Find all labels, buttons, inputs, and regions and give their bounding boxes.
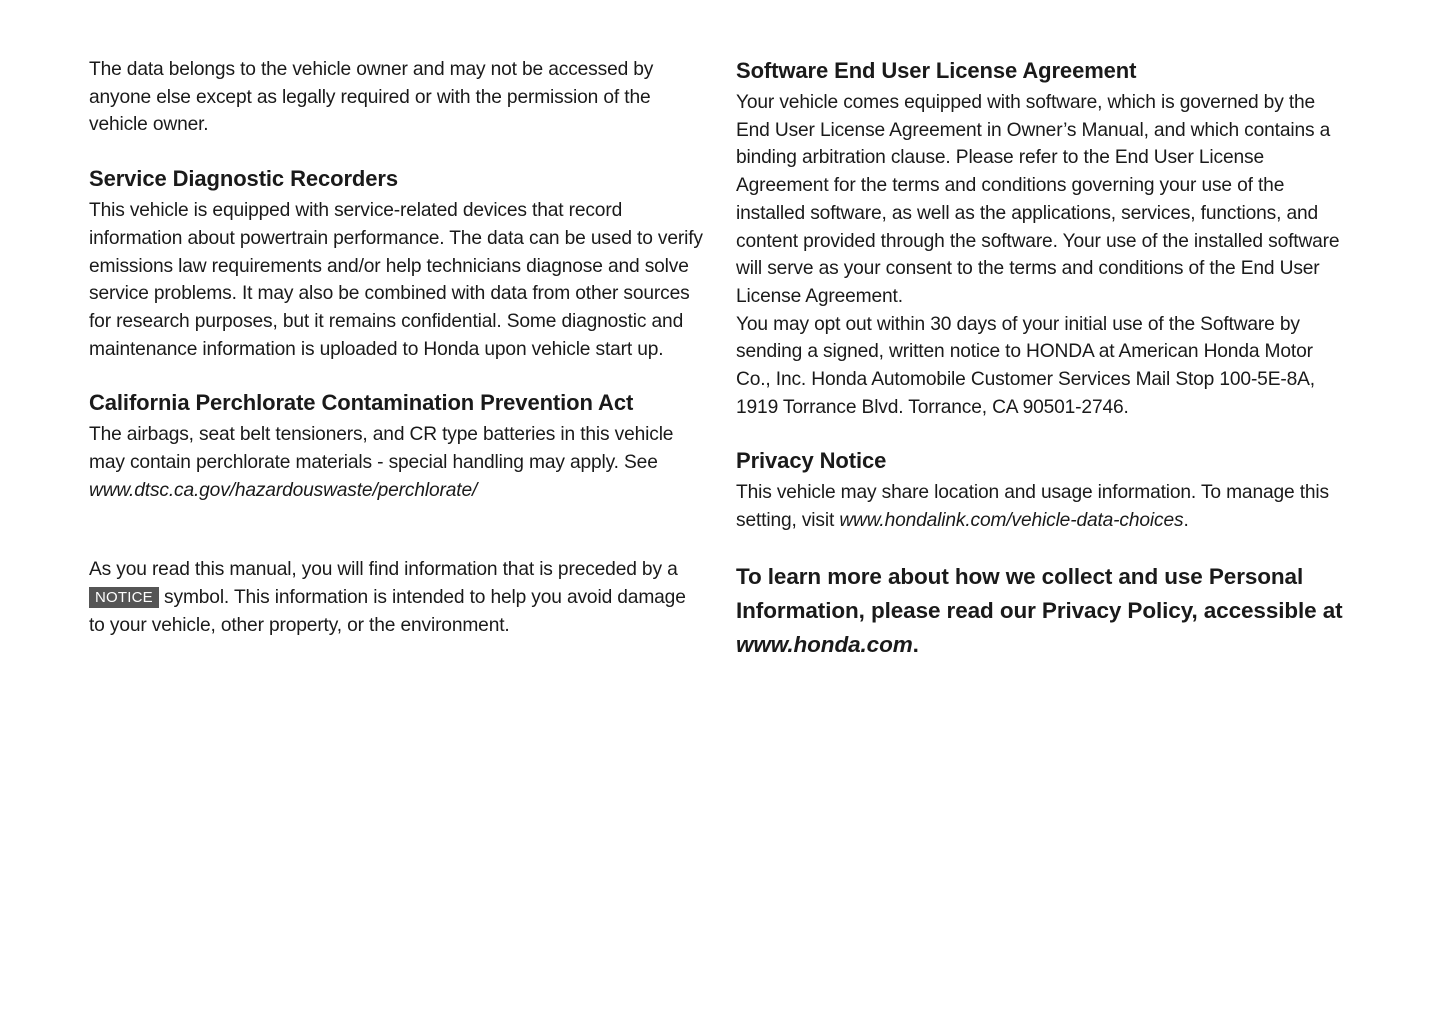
closing-section (736, 560, 1350, 662)
perchlorate-section (89, 388, 703, 504)
eula-heading: Software End User License Agreement (736, 58, 1137, 83)
honda-link[interactable]: www.honda.com (736, 631, 913, 657)
closing-suffix: . (912, 631, 919, 657)
notice-text-prefix: As you read this manual, you will find information that is preceded by a (89, 559, 678, 581)
left-column (89, 56, 703, 665)
eula-section (736, 56, 1350, 421)
service-diagnostic-heading: Service Diagnostic Recorders (89, 166, 399, 192)
perchlorate-body-text: The airbags, seat belt tensioners, and CR type batteries in this vehicle may contain perchlorate materials - special handling may apply. See (89, 424, 674, 474)
notice-badge: NOTICE (89, 587, 159, 608)
privacy-section (736, 446, 1350, 534)
eula-body: Your vehicle comes equipped with software, which is governed by the End User License Agreement in Owner’s Manual, and which contains a binding arbitration clause. Please refer to the End User License Agreement for the terms and conditions governing your use of the installed software, as well as the applications, services, functions, and content provided through the software. Your use of the installed software will serve as your consent to the terms and conditions of the End User License Agreement. (736, 92, 1340, 307)
service-diagnostic-section (89, 164, 703, 363)
eula-opt-out: You may opt out within 30 days of your initial use of the Software by sending a signed, written notice to HONDA at American Honda Motor Co., Inc. Honda Automobile Customer Services Mail Stop 100-5E-8A, 1919 Torrance Blvd. Torrance, CA 90501-2746. (736, 313, 1315, 418)
perchlorate-heading: California Perchlorate Contamination Prevention Act (89, 390, 634, 416)
privacy-body (736, 479, 1350, 534)
notice-section (89, 556, 703, 639)
closing-text: To learn more about how we collect and use Personal Information, please read our Privacy Policy, accessible at (736, 563, 1343, 623)
privacy-body-suffix: . (1183, 510, 1189, 532)
notice-paragraph (89, 556, 703, 639)
privacy-heading: Privacy Notice (736, 448, 887, 474)
privacy-body-text: This vehicle may share location and usage information. To manage this setting, visit (736, 482, 1329, 532)
privacy-link[interactable]: www.hondalink.com/vehicle-data-choices (839, 510, 1184, 532)
spacer (89, 529, 703, 556)
notice-text-suffix: symbol. This information is intended to help you avoid damage to your vehicle, other property, or the environment. (89, 587, 686, 636)
perchlorate-body (89, 421, 703, 504)
data-ownership-text: The data belongs to the vehicle owner and may not be accessed by anyone else except as legally required or with the permission of the vehicle owner. (89, 59, 654, 136)
perchlorate-link[interactable]: www.dtsc.ca.gov/hazardouswaste/perchlorate/ (89, 479, 478, 501)
data-ownership-section (89, 56, 703, 139)
privacy-policy-statement (736, 560, 1350, 662)
right-column (736, 56, 1350, 687)
service-diagnostic-body: This vehicle is equipped with service-related devices that record information about powertrain performance. The data can be used to verify emissions law requirements and/or help technicians diagnose and solve service problems. It may also be combined with data from other sources for research purposes, but it remains confidential. Some diagnostic and maintenance information is uploaded to Honda upon vehicle start up. (89, 200, 703, 360)
